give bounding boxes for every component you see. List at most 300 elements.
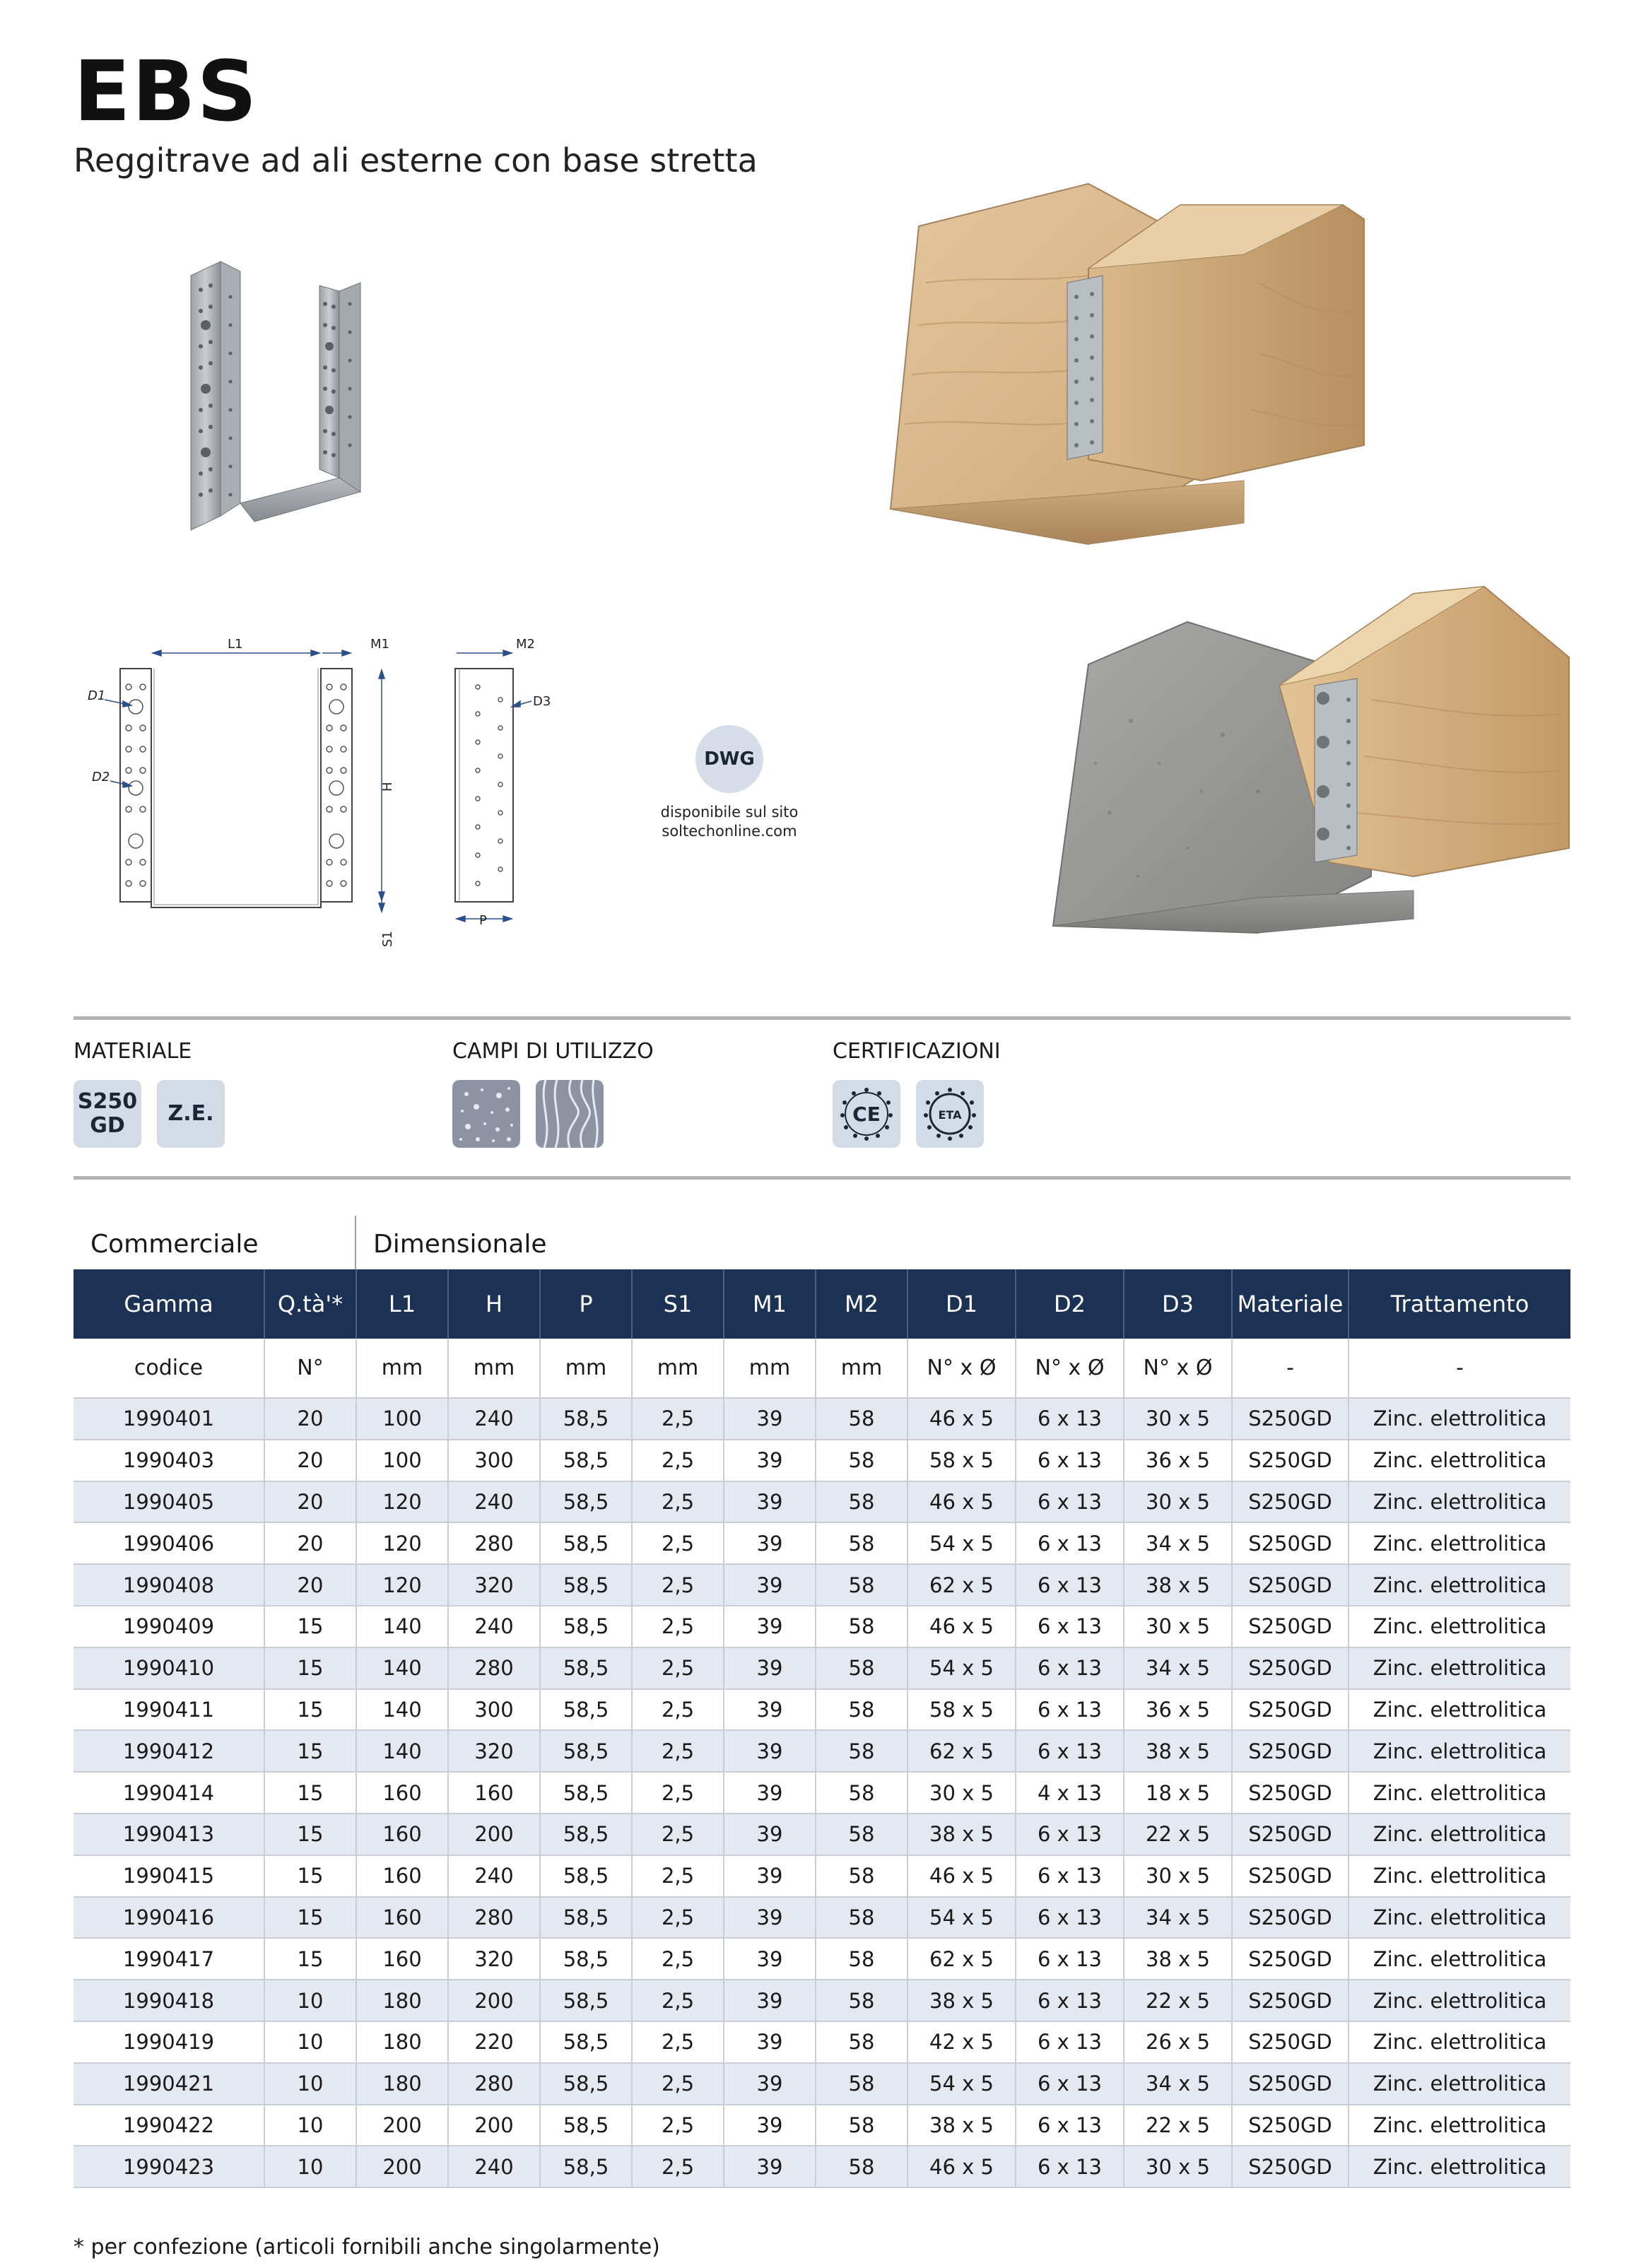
column-header: Q.tà'* [264,1269,356,1339]
table-cell: 200 [356,2146,448,2187]
table-cell: 58,5 [540,1481,632,1523]
table-cell: 1990408 [74,1564,264,1606]
table-cell: 160 [356,1772,448,1814]
table-row [74,2021,1570,2063]
unit-cell: N° [264,1339,356,1398]
table-cell: 240 [448,1398,540,1440]
table-cell: S250GD [1232,1772,1349,1814]
table-cell: 1990409 [74,1606,264,1647]
table-cell: 39 [724,2105,816,2146]
table-cell: 15 [264,1814,356,1855]
table-cell: 200 [356,2105,448,2146]
table-cell: S250GD [1232,1980,1349,2021]
table-cell: 58 [816,1730,907,1772]
table-cell: 58 [816,1647,907,1689]
dim-label-d1: D1 [88,688,106,703]
table-cell: S250GD [1232,1481,1349,1523]
table-cell: 58 [816,1606,907,1647]
table-cell: 15 [264,1772,356,1814]
table-cell: 1990410 [74,1647,264,1689]
table-cell: 58 [816,1980,907,2021]
section-divider-bottom [74,1176,1570,1180]
table-cell: S250GD [1232,2021,1349,2063]
table-cell: 240 [448,1606,540,1647]
concrete-to-wood-application-image [1046,580,1583,947]
table-cell: 38 x 5 [907,1814,1016,1855]
table-cell: 120 [356,1522,448,1564]
table-cell: 39 [724,1606,816,1647]
table-cell: 6 x 13 [1016,1814,1124,1855]
table-cell: 2,5 [632,1647,724,1689]
group-divider [355,1216,356,1269]
table-cell: 320 [448,1564,540,1606]
table-row [74,1564,1570,1606]
table-cell: 10 [264,2146,356,2187]
footnote: * per confezione (articoli fornibili anche singolarmente) [74,2235,660,2260]
table-cell: 1990413 [74,1814,264,1855]
column-header: P [540,1269,632,1339]
table-cell: 58 x 5 [907,1440,1016,1481]
table-cell: 34 x 5 [1124,1522,1232,1564]
table-cell: 160 [448,1772,540,1814]
table-cell: 26 x 5 [1124,2021,1232,2063]
table-cell: 58,5 [540,1897,632,1939]
table-cell: S250GD [1232,1398,1349,1440]
unit-cell: mm [816,1339,907,1398]
table-cell: 62 x 5 [907,1730,1016,1772]
table-cell: 6 x 13 [1016,1398,1124,1440]
table-cell: 140 [356,1730,448,1772]
table-cell: 200 [448,1814,540,1855]
table-cell: 15 [264,1606,356,1647]
table-cell: 1990419 [74,2021,264,2063]
table-cell: 39 [724,1440,816,1481]
table-cell: 2,5 [632,1481,724,1523]
table-cell: 2,5 [632,2105,724,2146]
table-cell: 34 x 5 [1124,1897,1232,1939]
table-header-row [74,1269,1570,1339]
wood-icon [536,1080,604,1148]
table-row [74,1689,1570,1731]
table-cell: 15 [264,1897,356,1939]
table-cell: Zinc. elettrolitica [1349,1897,1570,1939]
table-cell: 2,5 [632,1980,724,2021]
table-cell: 22 x 5 [1124,2105,1232,2146]
table-cell: 180 [356,2063,448,2105]
table-cell: 200 [448,2105,540,2146]
table-cell: S250GD [1232,1730,1349,1772]
table-row [74,1606,1570,1647]
table-cell: Zinc. elettrolitica [1349,1980,1570,2021]
table-cell: 39 [724,1855,816,1897]
table-cell: 15 [264,1730,356,1772]
table-cell: 39 [724,2146,816,2187]
table-cell: Zinc. elettrolitica [1349,1647,1570,1689]
table-cell: 46 x 5 [907,1398,1016,1440]
table-cell: 160 [356,1814,448,1855]
table-row [74,1980,1570,2021]
table-row [74,1398,1570,1440]
table-cell: 140 [356,1689,448,1731]
table-cell: 15 [264,1855,356,1897]
table-cell: 6 x 13 [1016,2105,1124,2146]
section-divider-top [74,1016,1570,1020]
table-cell: 36 x 5 [1124,1440,1232,1481]
table-cell: 30 x 5 [1124,1606,1232,1647]
unit-cell: mm [632,1339,724,1398]
table-cell: 58,5 [540,1980,632,2021]
table-cell: S250GD [1232,1814,1349,1855]
table-cell: 58 [816,2063,907,2105]
table-cell: 320 [448,1730,540,1772]
table-cell: 39 [724,1647,816,1689]
table-cell: Zinc. elettrolitica [1349,1772,1570,1814]
table-cell: 15 [264,1938,356,1980]
table-cell: 280 [448,1522,540,1564]
table-cell: 39 [724,1980,816,2021]
table-cell: S250GD [1232,2146,1349,2187]
table-cell: 6 x 13 [1016,1897,1124,1939]
table-cell: 2,5 [632,1897,724,1939]
dim-label-l1: L1 [228,637,243,652]
table-cell: Zinc. elettrolitica [1349,1481,1570,1523]
table-cell: 2,5 [632,1522,724,1564]
unit-cell: - [1232,1339,1349,1398]
dwg-availability-text [638,803,821,841]
table-cell: Zinc. elettrolitica [1349,1440,1570,1481]
table-cell: 1990416 [74,1897,264,1939]
table-cell: 58,5 [540,1855,632,1897]
page-subtitle: Reggitrave ad ali esterne con base stretta [74,141,758,180]
table-cell: 140 [356,1647,448,1689]
dwg-website-link[interactable]: soltechonline.com [662,823,797,840]
dim-label-p: P [479,913,487,928]
table-row [74,2105,1570,2146]
table-cell: 120 [356,1481,448,1523]
table-cell: 15 [264,1647,356,1689]
table-cell: 39 [724,1814,816,1855]
table-cell: 30 x 5 [907,1772,1016,1814]
table-cell: 39 [724,1897,816,1939]
table-cell: 1990406 [74,1522,264,1564]
concrete-icon [452,1080,520,1148]
column-header: D3 [1124,1269,1232,1339]
page-title: EBS [74,42,259,140]
table-cell: 1990421 [74,2063,264,2105]
table-row [74,1814,1570,1855]
table-row [74,1730,1570,1772]
unit-cell: mm [540,1339,632,1398]
dwg-line-1: disponibile sul sito [660,804,799,821]
table-cell: 42 x 5 [907,2021,1016,2063]
dim-label-d2: D2 [92,770,110,785]
group-dimensionale: Dimensionale [373,1230,547,1259]
table-cell: 58,5 [540,1440,632,1481]
table-cell: 58,5 [540,1564,632,1606]
table-cell: 58,5 [540,2146,632,2187]
column-header: Gamma [74,1269,264,1339]
table-body [74,1398,1570,2187]
table-cell: 6 x 13 [1016,1440,1124,1481]
table-cell: 58 [816,2021,907,2063]
table-row [74,1938,1570,1980]
table-cell: 6 x 13 [1016,1522,1124,1564]
table-cell: 58,5 [540,1730,632,1772]
table-cell: 62 x 5 [907,1564,1016,1606]
table-cell: 120 [356,1564,448,1606]
unit-cell: - [1349,1339,1570,1398]
table-cell: 2,5 [632,2146,724,2187]
unit-cell: mm [356,1339,448,1398]
dim-label-d3: D3 [533,694,551,709]
column-header: D2 [1016,1269,1124,1339]
table-cell: Zinc. elettrolitica [1349,1938,1570,1980]
table-cell: 6 x 13 [1016,1647,1124,1689]
table-row [74,1897,1570,1939]
table-cell: 38 x 5 [1124,1564,1232,1606]
column-header: Materiale [1232,1269,1349,1339]
table-cell: 58 [816,1938,907,1980]
table-cell: 58,5 [540,1689,632,1731]
table-cell: 1990417 [74,1938,264,1980]
table-cell: 58,5 [540,1938,632,1980]
table-cell: 6 x 13 [1016,2021,1124,2063]
table-cell: 39 [724,1564,816,1606]
table-cell: 39 [724,1772,816,1814]
table-cell: 2,5 [632,2021,724,2063]
specs-table [74,1269,1570,2188]
dwg-download-badge[interactable]: DWG [695,725,763,793]
technical-drawing [74,636,582,961]
table-cell: 2,5 [632,1564,724,1606]
table-cell: 58 [816,1855,907,1897]
table-row [74,1522,1570,1564]
table-cell: 20 [264,1440,356,1481]
table-cell: 10 [264,2105,356,2146]
table-cell: 280 [448,1897,540,1939]
table-row [74,2146,1570,2187]
table-row [74,1855,1570,1897]
table-cell: 20 [264,1398,356,1440]
table-row [74,1481,1570,1523]
table-cell: 30 x 5 [1124,1855,1232,1897]
table-cell: S250GD [1232,1564,1349,1606]
table-cell: Zinc. elettrolitica [1349,1689,1570,1731]
unit-cell: N° x Ø [1124,1339,1232,1398]
table-cell: 58 [816,2146,907,2187]
material-badge-s250gd [74,1080,141,1148]
table-group-header [74,1216,1570,1269]
table-cell: 10 [264,2063,356,2105]
dim-label-s1: S1 [380,931,395,947]
table-cell: 58 [816,1398,907,1440]
table-cell: 100 [356,1398,448,1440]
table-cell: S250GD [1232,1647,1349,1689]
column-header: M1 [724,1269,816,1339]
table-row [74,1440,1570,1481]
table-row [74,1772,1570,1814]
table-cell: 18 x 5 [1124,1772,1232,1814]
table-cell: 1990411 [74,1689,264,1731]
materiale-label: MATERIALE [74,1039,192,1064]
table-cell: 280 [448,1647,540,1689]
table-cell: 6 x 13 [1016,2146,1124,2187]
table-cell: Zinc. elettrolitica [1349,2146,1570,2187]
unit-cell: codice [74,1339,264,1398]
table-cell: S250GD [1232,1522,1349,1564]
svg-text:CE: CE [852,1103,881,1126]
table-cell: Zinc. elettrolitica [1349,2021,1570,2063]
table-cell: 220 [448,2021,540,2063]
table-cell: Zinc. elettrolitica [1349,1855,1570,1897]
certificazioni-label: CERTIFICAZIONI [833,1039,1001,1064]
material-badge-ze [157,1080,225,1148]
column-header: L1 [356,1269,448,1339]
dim-label-m1: M1 [370,637,389,652]
table-cell: 39 [724,1938,816,1980]
table-cell: 22 x 5 [1124,1814,1232,1855]
svg-text:ETA: ETA [938,1108,962,1122]
column-header: D1 [907,1269,1016,1339]
table-cell: 160 [356,1897,448,1939]
table-cell: 58 [816,1772,907,1814]
table-cell: 20 [264,1522,356,1564]
table-cell: 58,5 [540,1522,632,1564]
table-cell: 54 x 5 [907,1897,1016,1939]
table-cell: 54 x 5 [907,1522,1016,1564]
unit-cell: N° x Ø [1016,1339,1124,1398]
table-cell: Zinc. elettrolitica [1349,1814,1570,1855]
material-badge-ze-label: Z.E. [168,1101,214,1126]
table-cell: 38 x 5 [1124,1938,1232,1980]
table-cell: 36 x 5 [1124,1689,1232,1731]
table-cell: 58,5 [540,1647,632,1689]
table-cell: 1990403 [74,1440,264,1481]
table-cell: 58 [816,1814,907,1855]
table-cell: Zinc. elettrolitica [1349,1730,1570,1772]
table-cell: 46 x 5 [907,1481,1016,1523]
product-table [74,1216,1570,2188]
table-cell: S250GD [1232,1689,1349,1731]
table-cell: Zinc. elettrolitica [1349,1522,1570,1564]
table-cell: 320 [448,1938,540,1980]
table-cell: 54 x 5 [907,2063,1016,2105]
table-cell: 58 [816,1564,907,1606]
table-cell: 22 x 5 [1124,1980,1232,2021]
table-cell: 58,5 [540,1772,632,1814]
table-cell: 6 x 13 [1016,2063,1124,2105]
table-cell: S250GD [1232,2105,1349,2146]
table-cell: 20 [264,1481,356,1523]
unit-cell: mm [724,1339,816,1398]
table-cell: 1990401 [74,1398,264,1440]
table-cell: 1990414 [74,1772,264,1814]
table-cell: Zinc. elettrolitica [1349,1564,1570,1606]
table-cell: S250GD [1232,1855,1349,1897]
table-cell: 2,5 [632,1440,724,1481]
table-cell: 280 [448,2063,540,2105]
table-cell: 10 [264,2021,356,2063]
table-cell: S250GD [1232,1606,1349,1647]
table-cell: 39 [724,2021,816,2063]
table-cell: 1990423 [74,2146,264,2187]
table-cell: 2,5 [632,1938,724,1980]
table-cell: 39 [724,1689,816,1731]
table-cell: 58 [816,1689,907,1731]
table-cell: 30 x 5 [1124,1481,1232,1523]
column-header: Trattamento [1349,1269,1570,1339]
table-cell: 58,5 [540,2063,632,2105]
table-units-row [74,1339,1570,1398]
table-cell: 6 x 13 [1016,1730,1124,1772]
table-cell: 6 x 13 [1016,1980,1124,2021]
table-cell: S250GD [1232,1897,1349,1939]
table-cell: 2,5 [632,2063,724,2105]
table-cell: 1990412 [74,1730,264,1772]
table-cell: 240 [448,1481,540,1523]
table-cell: 58,5 [540,1606,632,1647]
table-cell: 300 [448,1440,540,1481]
table-row [74,2063,1570,2105]
table-cell: 58 [816,2105,907,2146]
unit-cell: N° x Ø [907,1339,1016,1398]
table-cell: S250GD [1232,1938,1349,1980]
column-header: H [448,1269,540,1339]
dim-label-m2: M2 [516,637,535,652]
table-cell: 58,5 [540,2105,632,2146]
table-cell: 1990405 [74,1481,264,1523]
table-cell: 2,5 [632,1814,724,1855]
table-cell: 46 x 5 [907,2146,1016,2187]
table-cell: 54 x 5 [907,1647,1016,1689]
table-cell: S250GD [1232,1440,1349,1481]
table-cell: 6 x 13 [1016,1689,1124,1731]
table-cell: 200 [448,1980,540,2021]
table-cell: 39 [724,2063,816,2105]
table-cell: 38 x 5 [907,1980,1016,2021]
table-cell: 39 [724,1481,816,1523]
table-cell: 58,5 [540,1814,632,1855]
table-cell: 160 [356,1938,448,1980]
eta-mark-icon [916,1080,984,1148]
table-cell: 2,5 [632,1730,724,1772]
table-cell: 6 x 13 [1016,1606,1124,1647]
table-cell: 6 x 13 [1016,1855,1124,1897]
table-cell: 58,5 [540,2021,632,2063]
campi-utilizzo-label: CAMPI DI UTILIZZO [452,1039,654,1064]
table-cell: 2,5 [632,1398,724,1440]
table-cell: 34 x 5 [1124,1647,1232,1689]
material-badge-s250gd-line2: GD [90,1113,125,1138]
table-cell: 62 x 5 [907,1938,1016,1980]
table-cell: 39 [724,1398,816,1440]
table-cell: 300 [448,1689,540,1731]
table-cell: 1990422 [74,2105,264,2146]
table-cell: 6 x 13 [1016,1564,1124,1606]
table-cell: 30 x 5 [1124,2146,1232,2187]
table-cell: 58 [816,1481,907,1523]
table-cell: 58 [816,1522,907,1564]
table-cell: 2,5 [632,1606,724,1647]
table-cell: 180 [356,2021,448,2063]
table-cell: 30 x 5 [1124,1398,1232,1440]
column-header: M2 [816,1269,907,1339]
table-cell: 39 [724,1522,816,1564]
table-cell: 58 [816,1897,907,1939]
table-cell: 6 x 13 [1016,1481,1124,1523]
group-commerciale: Commerciale [90,1230,259,1259]
table-cell: 180 [356,1980,448,2021]
